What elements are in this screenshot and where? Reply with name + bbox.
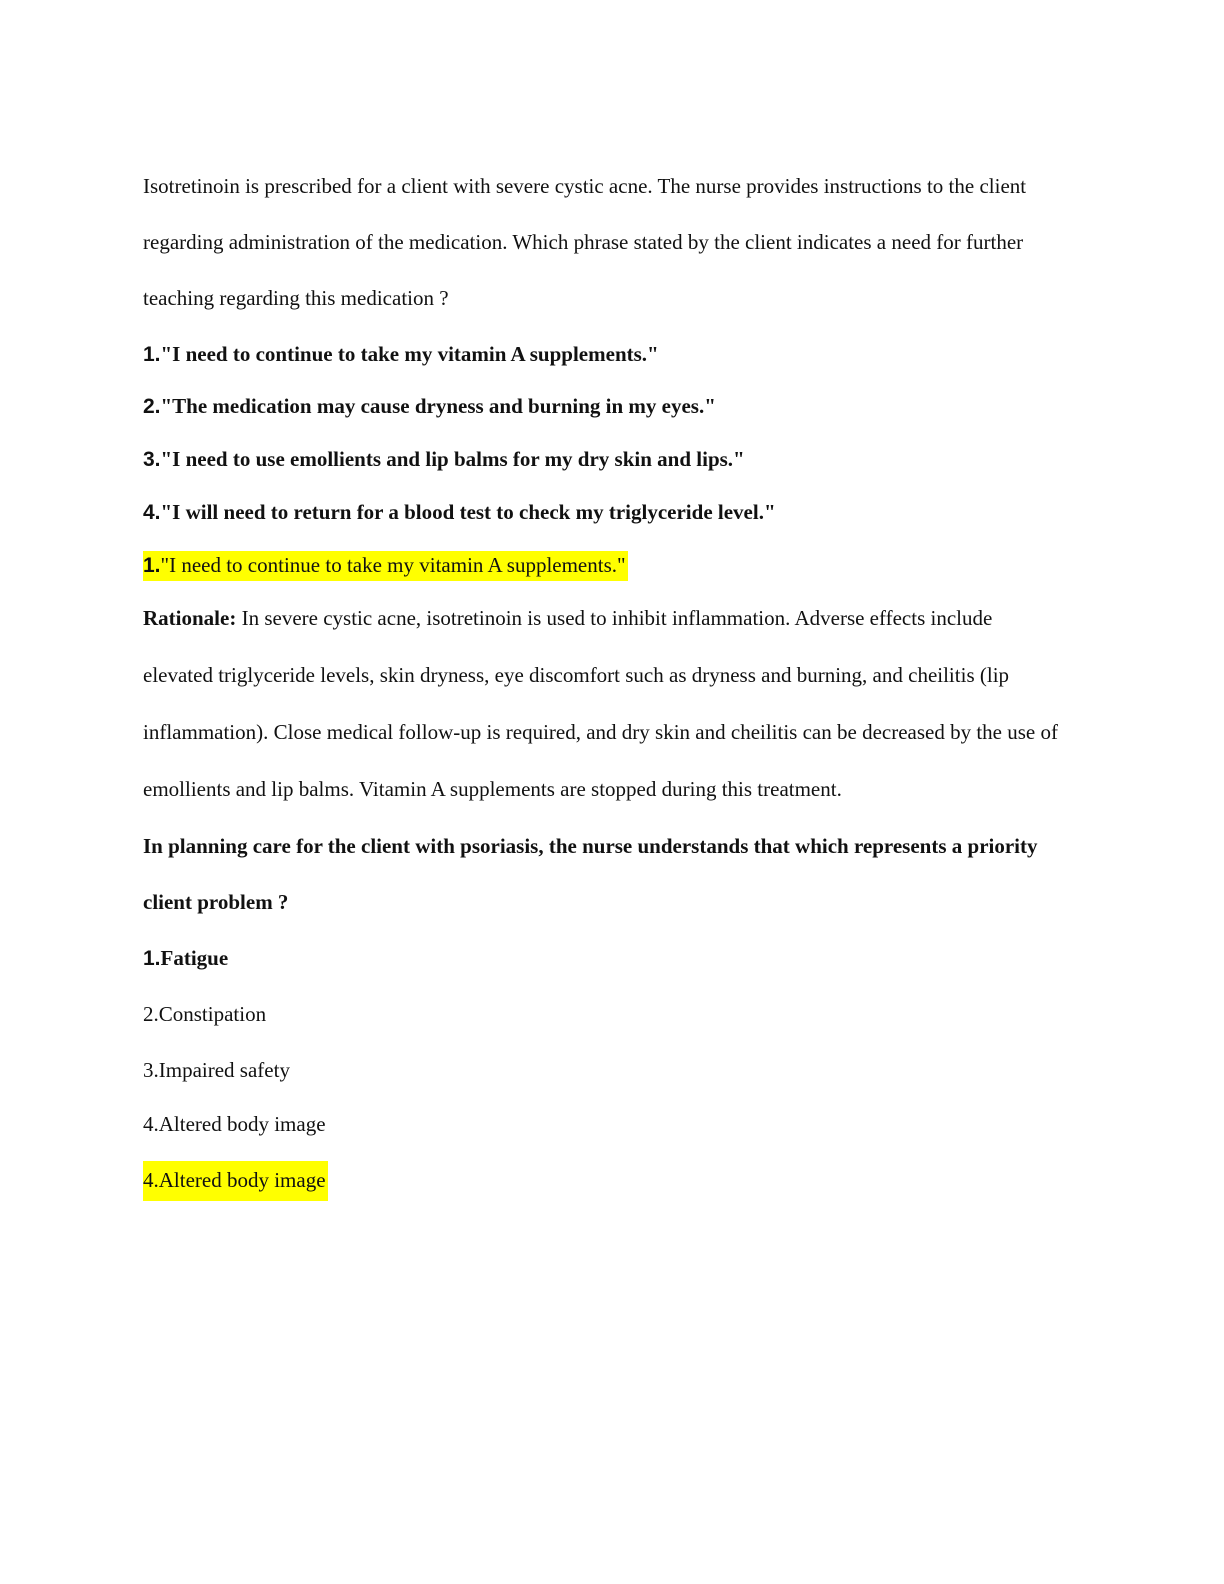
question-2-option-4: 4.Altered body image [143,1112,326,1136]
option-number: 1. [143,947,161,970]
question-2-answer: 4.Altered body image [143,1161,328,1201]
question-1-option-4 [143,497,776,528]
question-1-option-3 [143,444,745,475]
option-text: Fatigue [160,946,229,970]
answer-text: "I need to continue to take my vitamin A supplements." [160,553,626,577]
answer-highlight [143,551,628,581]
option-text: "The medication may cause dryness and burning in my eyes." [160,394,716,418]
rationale-text: In severe cystic acne, isotretinoin is used to inhibit inflammation. Adverse effects include elevated triglyceride levels, skin dryness, eye discomfort such as dryness and burning, and cheilitis (lip inflammation). Close medical follow-up is required, and dry skin and cheilitis can be decreased by the use of emollients and lip balms. Vitamin A supplements are stopped during this treatment. [143,606,1058,801]
question-1-text: Isotretinoin is prescribed for a client with severe cystic acne. The nurse provides instructions to the client regarding administration of the medication. Which phrase stated by the client indicates a need for further teaching regarding this medication ? [143,174,1027,310]
option-number: 3. [143,448,161,471]
option-text: "I will need to return for a blood test to check my triglyceride level." [160,500,776,524]
option-text: "I need to continue to take my vitamin A supplements." [160,342,659,366]
question-1-option-2 [143,391,716,422]
question-1-answer [143,550,628,581]
option-number: 4. [143,501,161,524]
question-2-option-3: 3.Impaired safety [143,1058,290,1082]
question-1-option-1 [143,339,659,370]
question-2-option-2: 2.Constipation [143,1002,267,1026]
option-number: 2. [143,395,161,418]
question-2-text: In planning care for the client with psoriasis, the nurse understands that which represents a priority client problem ? [143,834,1038,914]
question-2-option-1 [143,943,228,974]
option-text: "I need to use emollients and lip balms for my dry skin and lips." [160,447,745,471]
option-number: 1. [143,343,161,366]
answer-number: 1. [143,554,161,577]
question-1-rationale [143,590,1058,818]
rationale-label: Rationale: [143,606,237,630]
